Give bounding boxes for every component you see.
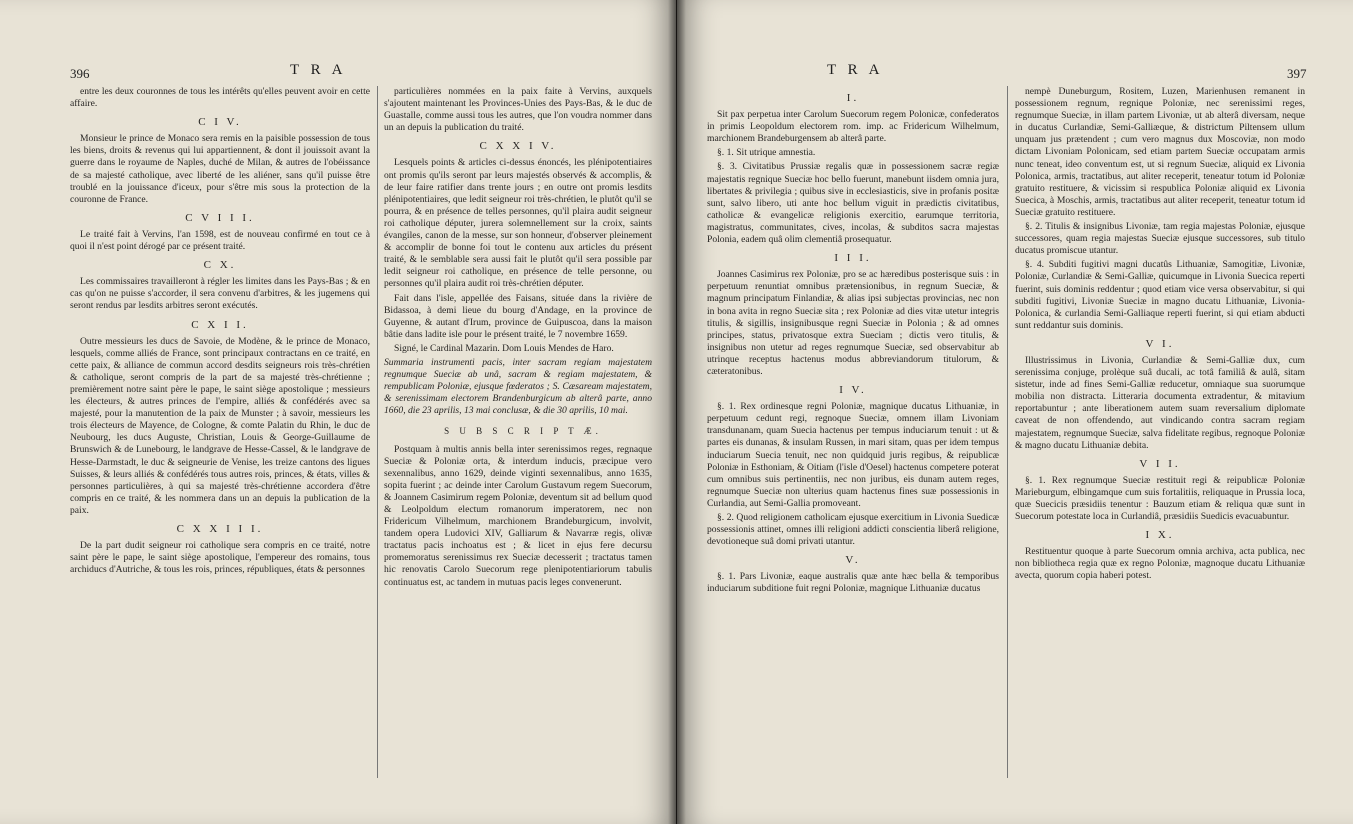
paragraph: §. 1. Rex regnumque Sueciæ restituit regi & reipublicæ Poloniæ Marieburgum, elbingamque cum suis fortalitiis, reliquaque in Prussia loca, quæ Suecicis præsidiis tenentur : Bauzum etiam & reliqua quæ sunt in Suecorum potestate loca in Curlandiâ, præsidiis Suedicis evacuabuntur. xyxy=(1015,474,1305,523)
paragraph: §. 2. Quod religionem catholicam ejusque exercitium in Livonia Suedicæ possessionis attinet, omnes illi religioni addicti conscientia liberâ religione, devotioneque suâ domi privati utantur. xyxy=(707,512,999,548)
paragraph: §. 2. Titulis & insignibus Livoniæ, tam regia majestas Poloniæ, ejusque successores, quam regia majestas Sueciæ ejusque successores, sub titulo ducatus promiscue utantur. xyxy=(1015,221,1305,257)
left-running-head: T R A xyxy=(290,62,347,78)
section-heading: C X I I. xyxy=(191,318,249,331)
paragraph: Outre messieurs les ducs de Savoie, de Modène, & le prince de Monaco, lesquels, comme alliés de France, sont principaux contractans en ce traité, en cette paix, & alliance de commun accord desdits seigneurs rois très-chrétien & catholique, seront compris de la part de sa majesté très-chrétienne ; premièrement notre saint père le pape, le saint siège apostolique ; messieurs les électeurs, & autres princes de l'empire, alliés & confédérés avec sa majesté, pour la manutention de la paix de Munster ; à savoir, messieurs les trois électeurs de Mayence, de Cologne, & comte Palatin du Rhin, le duc de Neubourg, les ducs Auguste, Christian, Louis & George-Guillaume de Brunswich & de Lunebourg, le landgrave de Hesse-Cassel, & le landgrave de Hesse-Darmstadt, le duc & seigneurie de Venise, les treize cantons des ligues Suisses, & leurs alliés & confédérés tous autres rois, princes, & états, villes & personnes particulières, à qui sa majesté très-chrétienne accordera d'être compris en ce traité, & les nommera dans un an depuis la publication de la paix. xyxy=(70,335,370,516)
right-page-number: 397 xyxy=(1287,66,1307,81)
paragraph: particulières nommées en la paix faite à Vervins, auxquels s'ajoutent maintenant les Provinces-Unies des Pays-Bas, & le duc de Guastalle, comme aussi tous les autres, que l'on voudra nommer dans un an depuis la publication du traité. xyxy=(384,86,652,134)
left-column-2 xyxy=(384,86,652,591)
paragraph: §. 3. Civitatibus Prussiæ regalis quæ in possessionem sacræ regiæ majestatis regnique Sueciæ hoc bello fuerunt, manebunt iisdem omnia jura, libertates & privilegia ; quibus sive in ecclesiasticis, sive in profanis positæ sunt, salvo libero, uti ante hoc bellum viguit in prædictis civitatibus, catholicæ & evangelicæ religionis exercitio, earumque territoria, magistratus, communitates, cives, incolas, & subditos sacra majestas Polonia, eadem quâ olim clementiâ prosequatur. xyxy=(707,161,999,246)
section-heading: V. xyxy=(845,554,861,567)
left-page xyxy=(0,0,676,824)
section-heading: C X X I I I. xyxy=(176,523,264,535)
paragraph: De la part dudit seigneur roi catholique sera compris en ce traité, notre saint père le pape, le saint siège apostolique, l'empereur des romains, tous archiducs d'Autriche, & tous les rois, princes, républiques, états & personnes xyxy=(70,540,370,576)
left-column-1 xyxy=(70,86,370,578)
paragraph: Le traité fait à Vervins, l'an 1598, est de nouveau confirmé en tout ce à quoi il n'est point dérogé par ce présent traité. xyxy=(70,228,370,253)
paragraph: §. 1. Rex ordinesque regni Poloniæ, magnique ducatus Lithuaniæ, in perpetuum cedunt regi, regnoque Sueciæ, omnem illam Livoniam transdunanam, quam Suecia hactenus per tempus induciarum tenuit : ut & partes eis dunanas, & insulam Russen, in mari sitam, quas per idem tempus induciarum Suecia tenuit, nec non quidquid juris regibus, & reipublicæ Poloniæ in Esthoniam, & Oitiam (l'isle d'Oesel) hactenus competere poterat cum omnibus suis pertinentiis, nec non juribus, eis dunam autem reges, regnumque Sueciæ non ulterius quam hactenus fines suæ possessionis in Curlandia, aut Semi-Gallia promoveant. xyxy=(707,401,999,509)
section-heading: I V. xyxy=(839,384,867,397)
paragraph: Illustrissimus in Livonia, Curlandiæ & Semi-Galliæ dux, cum serenissima conjuge, prolèque suâ ducali, ac totâ familiâ & aulâ, sitam sistetur, inde ad fines Semi-Galliæ reducetur, omniaque sua suorumque mobilia non distracta. Litteraria documenta extradentur, & mitavium reportabuntur ; ante liberationem autem suam reversalium diplomate caveat de non offendendo, aut vindicando contra sacram regiam majestatem, regnumque Sueciæ, salva fidelitate regibus, regnoque Poloniæ & magno ducatu Lithuaniæ debita. xyxy=(1015,354,1305,451)
column-rule xyxy=(377,86,378,778)
right-page xyxy=(677,0,1353,824)
section-heading: C V I I I. xyxy=(185,211,255,224)
paragraph: Fait dans l'isle, appellée des Faisans, située dans la rivière de Bidassoa, à demi lieue du bourg d'Andage, en la province de Guyenne, & autant d'Irum, province de Guipuscoa, dans la maison bâtie dans ladite isle pour le présent traité, le 7 novembre 1659. xyxy=(384,292,652,340)
paragraph: §. 1. Pars Livoniæ, eaque australis quæ ante hæc bella & temporibus induciarum subditione fuit regni Poloniæ, magnique Lithuaniæ ducatus xyxy=(707,571,999,595)
subscriptae-heading: S U B S C R I P T Æ. xyxy=(444,426,602,437)
right-running-head: T R A xyxy=(827,62,884,78)
book-gutter xyxy=(668,0,686,824)
section-heading: I I I. xyxy=(834,252,872,265)
paragraph: §. 4. Subditi fugitivi magni ducatûs Lithuaniæ, Samogitiæ, Livoniæ, Poloniæ, Curlandiæ & Semi-Galliæ, quicumque in Livonia Suecica reperti fuerint, suis dominis reddentur ; quod etiam vice versa observabitur, si qui subditi fugitivi, Livoniæ Sueciæ in magno ducatu Lithuaniæ, Livonia-Polonica, & curlandia Semi-Galliaque reperti fuerint, si qui etiam abducti sunt reddantur suis dominis. xyxy=(1015,259,1305,331)
left-page-number: 396 xyxy=(70,66,90,81)
section-heading: C I V. xyxy=(198,116,242,129)
section-heading: I X. xyxy=(1145,529,1175,542)
column-rule xyxy=(1007,86,1008,778)
right-column-2 xyxy=(1015,86,1305,585)
paragraph: Postquam à multis annis bella inter serenissimos reges, regnaque Sueciæ & Poloniæ orta, & interdum inducis, præcipue vero sexennalibus, anno 1629, deinde viginti sexennalibus, anno 1635, sopita fuerint ; ac deinde inter Carolum Gustavum regem Suecorum, & Joannem Casimirum regem Poloniæ, deventum sit ad bellum quod & Leolpoldum electum romanorum imperatorem, nec non Fridericum Vilhelmum, marchionem Brandeburgicum, involvit, tandem opera Ludovici XIV, Galliarum & Navarræ regis, olivæ tractatus pacis inchoatus est ; & licet in ejus fere decursu promemoratus serenissimus rex Sueciæ decesserit ; tractatus tamen hic renovatis Carolo Suecorum rege plenipotentiariorum tabulis continuatus est, ac tandem in mutuas pacis leges convenerunt. xyxy=(384,443,652,588)
paragraph: Restituentur quoque à parte Suecorum omnia archiva, acta publica, nec non bibliotheca regia quæ ex regno Poloniæ, magnoque ducatu Lithuaniæ avecta, quorum copia haberi potest. xyxy=(1015,546,1305,582)
right-column-1 xyxy=(707,86,999,598)
paragraph: nempè Duneburgum, Rositem, Luzen, Marienhusen remanent in possessionem regnum, regnique Poloniæ, nec serenissimi reges, regnumque Sueciæ, in illam partem Livoniæ, ut ab alterâ diversam, neque in ducatus Curlandiæ, Semi-Galliæque, & districtum Piltensem ullum unquam jus prætendent ; cum vero magnus dux Moscoviæ, non modo dictam Livoniam Polonicam, sed etiam partem Sueciæ occupatam armis nunc teneat, ideo conventum est, ut si regnum Sueciæ, aliquid ex Livonia Polonica, armis, tractatibus, aut aliter receperit, teneatur totum id Poloniæ gratuito restituere, & vicissim si respublica Poloniæ aliquid ex Livonia Suecica, à Moschis, armis, tractatibus aut aliter receperit, teneatur totum id Sueciæ gratuito restituere. xyxy=(1015,86,1305,218)
paragraph: §. 1. Sit utrique amnestia. xyxy=(717,147,816,159)
paragraph: Lesquels points & articles ci-dessus énoncés, les plénipotentiaires ont promis qu'ils seront par leurs majestés observés & accomplis, & de leur faire ratifier dans trente jours ; en outre ont promis lesdits plénipotentiaires, que ledit seigneur roi très-chrétien, le plutôt qu'il se pourra, & en présence de telles personnes, qu'il plaira audit seigneur roi catholique députer, jurera solemnellement sur la croix, saints évangiles, canon de la messe, sur son honneur, d'observer pleinement & accomplir de bonne foi tout le contenu aux articles du présent traité, & le semblable sera aussi fait le plutôt qu'il sera possible par ledit seigneur roi catholique, en présence de telle personne, ou personnes qu'il plaira audit roi très-chrétien députer. xyxy=(384,157,652,290)
paragraph: entre les deux couronnes de tous les intérêts qu'elles peuvent avoir en cette affaire. xyxy=(70,86,370,110)
paragraph: Signé, le Cardinal Mazarin. Dom Louis Mendes de Haro. xyxy=(394,342,614,354)
section-heading: C X X I V. xyxy=(479,140,557,153)
section-heading: V I I. xyxy=(1139,457,1181,470)
paragraph: Sit pax perpetua inter Carolum Suecorum regem Polonicæ, confederatos in primis Leopoldum electorem rom. imp. ac Fridericum Wilhelmum, marchionem Brandeburgensem ab alterâ parte. xyxy=(707,109,999,145)
paragraph: Monsieur le prince de Monaco sera remis en la paisible possession de tous les biens, droits & revenus qui lui appartiennent, & dont il jouissoit avant la guerre dans le royaume de Naples, duché de Milan, & autres de l'obéissance de sa majesté catholique, avec liberté de les aliéner, sans qu'il puisse être troublé en la jouissance d'iceux, pour s'être mis sous la protection de la couronne de France. xyxy=(70,133,370,205)
section-heading: C X. xyxy=(203,259,237,272)
section-heading: V I. xyxy=(1145,337,1175,350)
paragraph: Joannes Casimirus rex Poloniæ, pro se ac hæredibus posterisque suis : in perpetuum renuntiat omnibus prætensionibus, in regnum Sueciæ, & magnum principatum Finlandiæ, & alias ipsi subjectas provincias, nec non in bona avita in regno Sueciæ sita ; rex Poloniæ ad dies vitæ utetur integris titulis, & sigillis, insignibusque regni Sueciæ in Polonia ; & ad omnes principes, status, privatosque extra Sueciam ; dictis vero titulis, & insignibus non utetur ad reges regnumque Sueciæ, sed observabitur ab utrinque receptus hactenus modus abbreviandorum titulorum, & cæteratonibus. xyxy=(707,269,999,377)
section-heading: I. xyxy=(846,92,860,104)
summary-paragraph: Summaria instrumenti pacis, inter sacram regiam majestatem regnumque Sueciæ ab unâ, sacram & regiam majestatem, & rempublicam Poloniæ, ejusque fœderatos ; S. Cæsaream majestatem, & serenissimam electorem Brandenburgicum ab alterâ parte, anno 1660, die 23 aprilis, 13 mai conclusæ, & die 30 aprilis, 10 mai. xyxy=(384,356,652,417)
paragraph: Les commissaires travailleront à régler les limites dans les Pays-Bas ; & en cas qu'on ne puisse s'accorder, il sera convenu d'arbitres, & les jugemens qui seront rendus par lesdits arbitres seront exécutés. xyxy=(70,276,370,312)
